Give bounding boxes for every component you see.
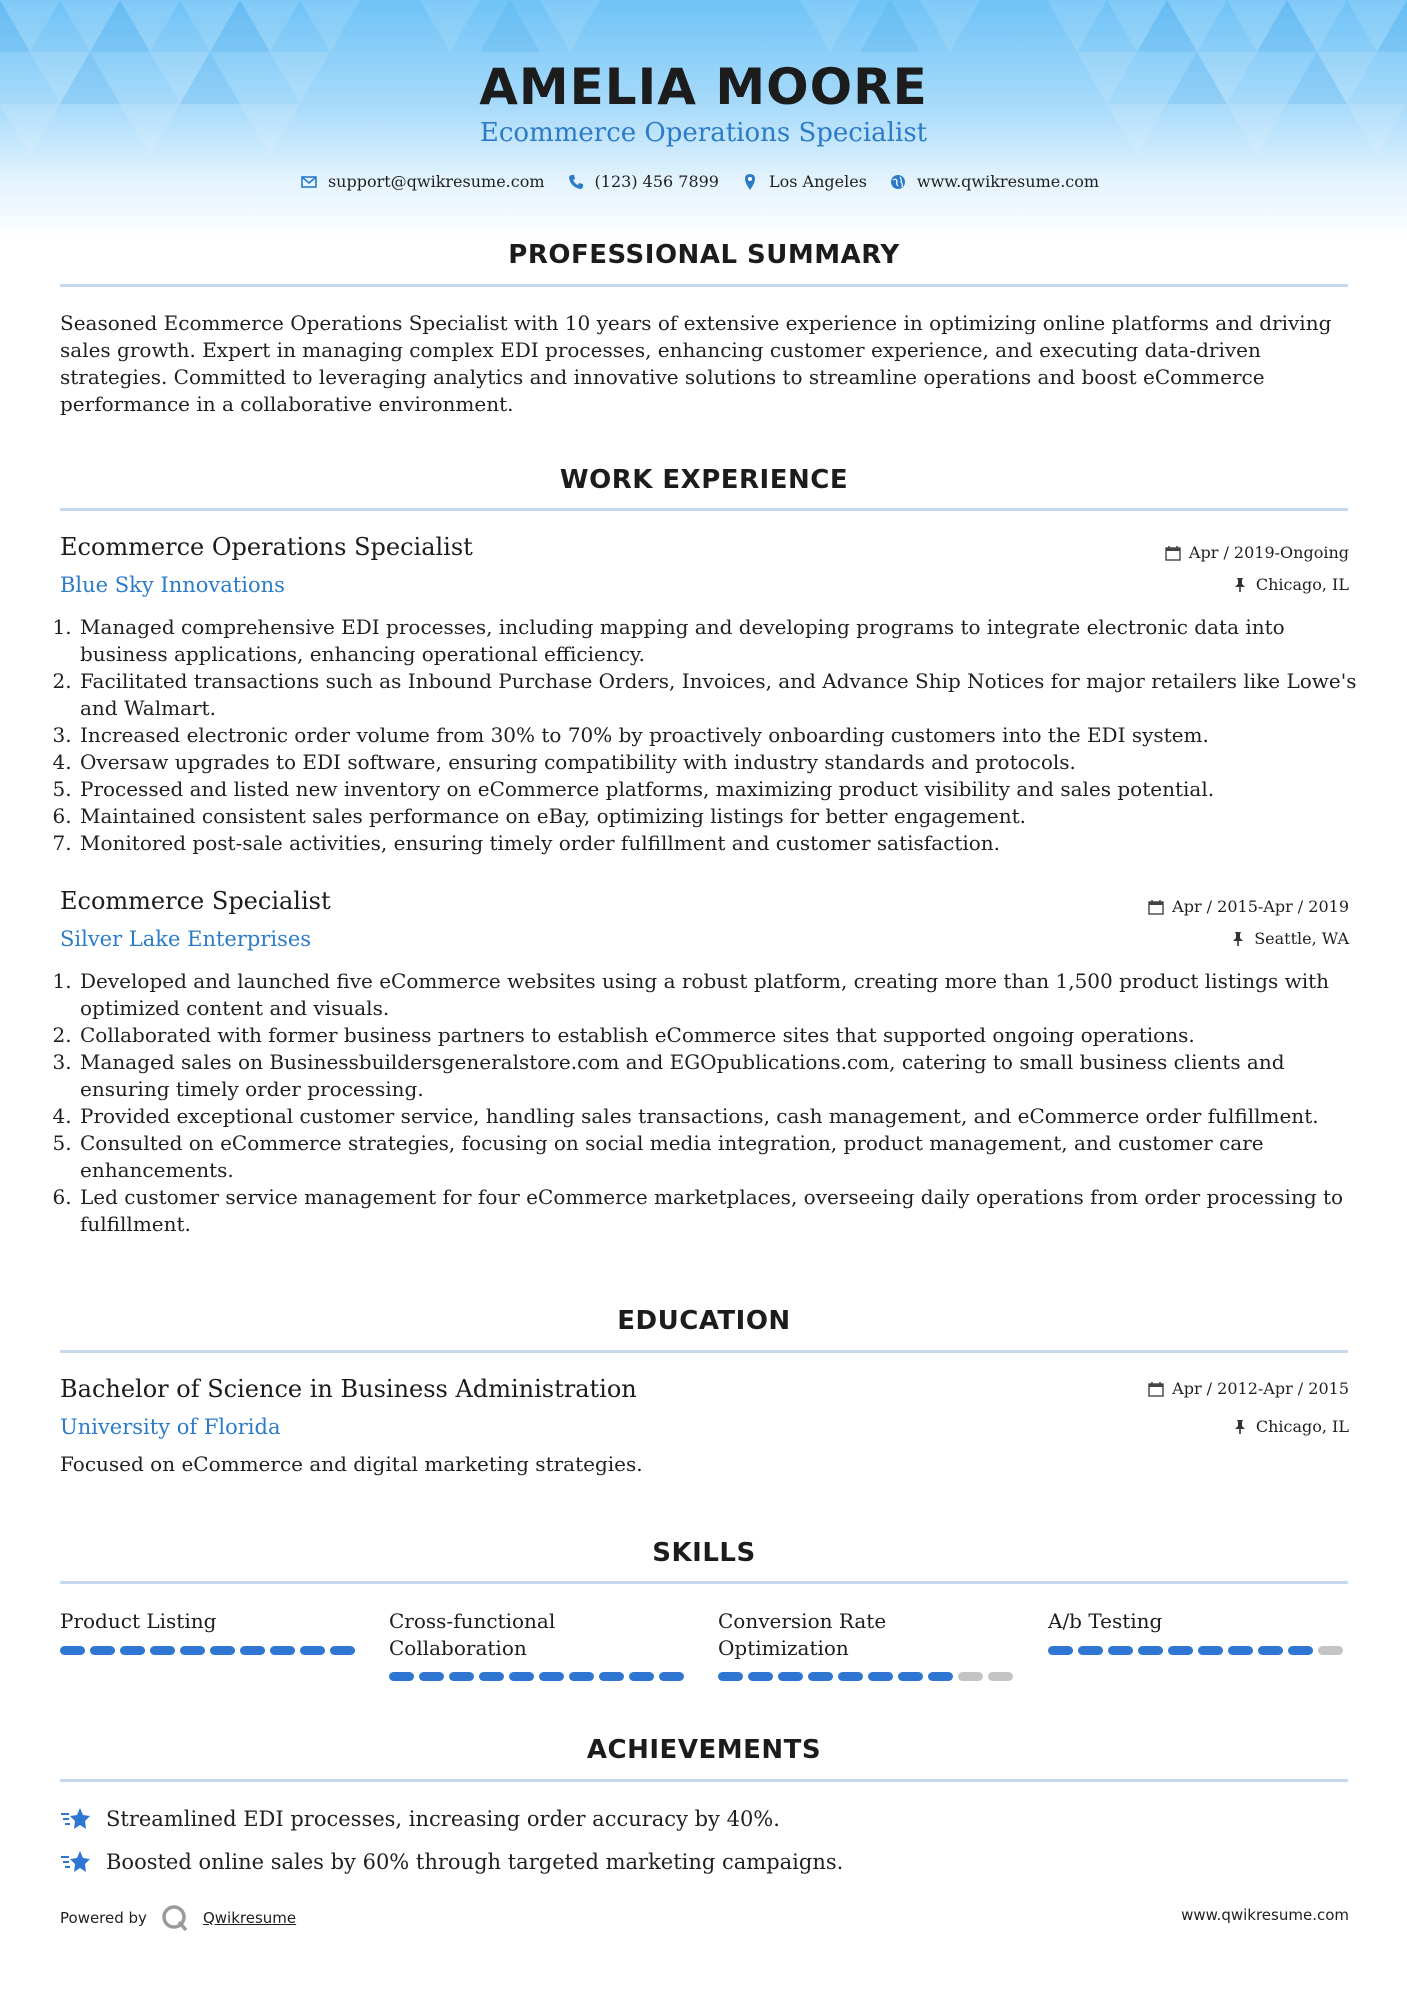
skill-segment-empty <box>958 1672 983 1681</box>
skill-conversion-rate <box>718 1608 1018 1662</box>
skill-segment-filled <box>778 1672 803 1681</box>
skill-name: Conversion Rate Optimization <box>718 1609 887 1660</box>
list-item: 1. Managed comprehensive EDI processes, including mapping and developing programs to integrate electronic data into business applications, enhancing operational efficiency. <box>78 614 1368 668</box>
job-location-text: Seattle, WA <box>1254 929 1349 948</box>
achievement-text: Streamlined EDI processes, increasing order accuracy by 40%. <box>106 1807 780 1831</box>
contact-website[interactable] <box>889 172 1099 191</box>
skill-segment-filled <box>150 1646 175 1655</box>
skill-segment-filled <box>539 1672 564 1681</box>
skill-segment-filled <box>898 1672 923 1681</box>
skill-segment-filled <box>659 1672 684 1681</box>
job-dates-text: Apr / 2019-Ongoing <box>1188 543 1349 562</box>
star-icon <box>60 1805 92 1833</box>
skill-segment-filled <box>479 1672 504 1681</box>
contact-website-text: www.qwikresume.com <box>916 172 1100 191</box>
calendar-icon <box>1148 899 1164 915</box>
contact-location <box>741 172 867 191</box>
contact-location-text: Los Angeles <box>768 172 867 191</box>
education-description: Focused on eCommerce and digital marketing strategies. <box>60 1452 643 1476</box>
contact-email-text: support@qwikresume.com <box>327 172 545 191</box>
list-item: 6. Led customer service management for four eCommerce marketplaces, overseeing daily operations from order processing to fulfillment. <box>78 1184 1368 1238</box>
list-item: 1. Developed and launched five eCommerce websites using a robust platform, creating more than 1,500 product listings with optimized content and visuals. <box>78 968 1368 1022</box>
resume-header <box>0 0 1407 240</box>
skill-segment-filled <box>1108 1646 1133 1655</box>
job-responsibilities <box>60 614 1368 857</box>
experience-divider <box>60 508 1348 511</box>
job-location <box>1230 929 1349 948</box>
job-title: Ecommerce Operations Specialist <box>60 533 473 561</box>
powered-by-label: Powered by <box>60 1909 147 1927</box>
skill-meter <box>389 1672 684 1681</box>
skill-segment-filled <box>449 1672 474 1681</box>
company-name: Silver Lake Enterprises <box>60 927 312 951</box>
contact-phone-text: (123) 456 7899 <box>594 172 719 191</box>
skill-segment-filled <box>569 1672 594 1681</box>
skill-segment-filled <box>808 1672 833 1681</box>
list-item: 3. Increased electronic order volume from 30% to 70% by proactively onboarding customers into the EDI system. <box>78 722 1368 749</box>
skills-heading: SKILLS <box>652 1538 756 1568</box>
candidate-role: Ecommerce Operations Specialist <box>479 118 928 148</box>
skill-ab-testing <box>1048 1608 1348 1662</box>
school-name: University of Florida <box>60 1415 281 1439</box>
pushpin-icon <box>1232 577 1248 593</box>
contact-bar <box>0 172 1407 191</box>
skill-segment-filled <box>270 1646 295 1655</box>
job-location-text: Chicago, IL <box>1255 575 1349 594</box>
star-icon <box>60 1848 92 1876</box>
list-item: 6. Maintained consistent sales performance on eBay, optimizing listings for better engagement. <box>78 803 1368 830</box>
job-dates <box>1148 897 1349 916</box>
list-item: 2. Facilitated transactions such as Inbound Purchase Orders, Invoices, and Advance Ship Notices for major retailers like Lowe's and Walmart. <box>78 668 1368 722</box>
skill-segment-filled <box>120 1646 145 1655</box>
job-location <box>1232 575 1349 594</box>
skill-segment-filled <box>210 1646 235 1655</box>
achievement-item <box>60 1848 843 1876</box>
skill-meter <box>1048 1646 1343 1655</box>
footer-site[interactable]: www.qwikresume.com <box>1181 1906 1349 1924</box>
skill-name: Product Listing <box>60 1609 217 1633</box>
skill-segment-filled <box>838 1672 863 1681</box>
list-item: 5. Processed and listed new inventory on eCommerce platforms, maximizing product visibility and sales potential. <box>78 776 1368 803</box>
list-item: 4. Provided exceptional customer service, handling sales transactions, cash management, and eCommerce order fulfillment. <box>78 1103 1368 1130</box>
skill-segment-empty <box>988 1672 1013 1681</box>
company-name: Blue Sky Innovations <box>60 573 285 597</box>
skill-segment-filled <box>629 1672 654 1681</box>
skill-segment-filled <box>419 1672 444 1681</box>
achievements-divider <box>60 1779 1348 1782</box>
skill-segment-filled <box>180 1646 205 1655</box>
education-dates <box>1148 1379 1349 1398</box>
skill-segment-filled <box>90 1646 115 1655</box>
skill-segment-filled <box>599 1672 624 1681</box>
skill-segment-filled <box>330 1646 355 1655</box>
skill-meter <box>718 1672 1013 1681</box>
skill-segment-filled <box>868 1672 893 1681</box>
skill-segment-filled <box>60 1646 85 1655</box>
skill-segment-filled <box>300 1646 325 1655</box>
education-location <box>1232 1417 1349 1436</box>
skill-segment-filled <box>389 1672 414 1681</box>
skill-meter <box>60 1646 355 1655</box>
skill-segment-filled <box>1078 1646 1103 1655</box>
skill-segment-filled <box>240 1646 265 1655</box>
achievement-item <box>60 1805 780 1833</box>
skill-product-listing <box>60 1608 360 1662</box>
calendar-icon <box>1148 1381 1164 1397</box>
achievement-text: Boosted online sales by 60% through targeted marketing campaigns. <box>106 1850 844 1874</box>
list-item: 4. Oversaw upgrades to EDI software, ensuring compatibility with industry standards and protocols. <box>78 749 1368 776</box>
list-item: 7. Monitored post-sale activities, ensuring timely order fulfillment and customer satisfaction. <box>78 830 1368 857</box>
calendar-icon <box>1165 545 1181 561</box>
job-dates-text: Apr / 2015-Apr / 2019 <box>1172 897 1349 916</box>
job-responsibilities <box>60 968 1368 1238</box>
candidate-name: AMELIA MOORE <box>479 58 928 116</box>
skill-segment-filled <box>1288 1646 1313 1655</box>
skill-segment-filled <box>1198 1646 1223 1655</box>
skill-segment-filled <box>1138 1646 1163 1655</box>
summary-text: Seasoned Ecommerce Operations Specialist with 10 years of extensive experience in optimizing online platforms and driving sales growth. Expert in managing complex EDI processes, enhancing customer experience, and executing data-driven strategies. Committed to leveraging analytics and innovative solutions to streamline operations and boost eCommerce performance in a collaborative environment. <box>60 311 1332 416</box>
education-divider <box>60 1350 1348 1353</box>
footer-powered-by <box>60 1904 296 1932</box>
skill-name: A/b Testing <box>1048 1609 1163 1633</box>
achievements-heading: ACHIEVEMENTS <box>586 1735 822 1765</box>
skill-segment-filled <box>1258 1646 1283 1655</box>
job-title: Ecommerce Specialist <box>60 887 331 915</box>
globe-icon <box>889 173 907 191</box>
education-location-text: Chicago, IL <box>1255 1417 1349 1436</box>
summary-divider <box>60 284 1348 287</box>
map-pin-icon <box>741 173 759 191</box>
qwikresume-logo-icon <box>161 1904 189 1932</box>
skill-segment-filled <box>748 1672 773 1681</box>
skills-divider <box>60 1581 1348 1584</box>
pushpin-icon <box>1230 931 1246 947</box>
skill-cross-functional <box>389 1608 689 1662</box>
list-item: 3. Managed sales on Businessbuildersgeneralstore.com and EGOpublications.com, catering to small business clients and ensuring timely order processing. <box>78 1049 1368 1103</box>
skill-segment-empty <box>1318 1646 1343 1655</box>
summary-heading: PROFESSIONAL SUMMARY <box>508 240 900 270</box>
envelope-icon <box>300 173 318 191</box>
skill-segment-filled <box>1048 1646 1073 1655</box>
skill-segment-filled <box>1168 1646 1193 1655</box>
skill-segment-filled <box>1228 1646 1253 1655</box>
phone-icon <box>567 173 585 191</box>
job-dates <box>1165 543 1349 562</box>
qwikresume-link[interactable]: Qwikresume <box>202 1909 297 1927</box>
experience-heading: WORK EXPERIENCE <box>559 465 849 495</box>
contact-phone[interactable] <box>567 172 719 191</box>
skill-segment-filled <box>928 1672 953 1681</box>
education-heading: EDUCATION <box>617 1306 791 1336</box>
degree-title: Bachelor of Science in Business Administration <box>60 1375 637 1403</box>
education-dates-text: Apr / 2012-Apr / 2015 <box>1172 1379 1349 1398</box>
pushpin-icon <box>1232 1419 1248 1435</box>
list-item: 5. Consulted on eCommerce strategies, focusing on social media integration, product management, and customer care enhancements. <box>78 1130 1368 1184</box>
skill-segment-filled <box>718 1672 743 1681</box>
skill-segment-filled <box>509 1672 534 1681</box>
contact-email[interactable] <box>300 172 545 191</box>
skill-name: Cross-functional Collaboration <box>389 1609 556 1660</box>
list-item: 2. Collaborated with former business partners to establish eCommerce sites that supported ongoing operations. <box>78 1022 1368 1049</box>
